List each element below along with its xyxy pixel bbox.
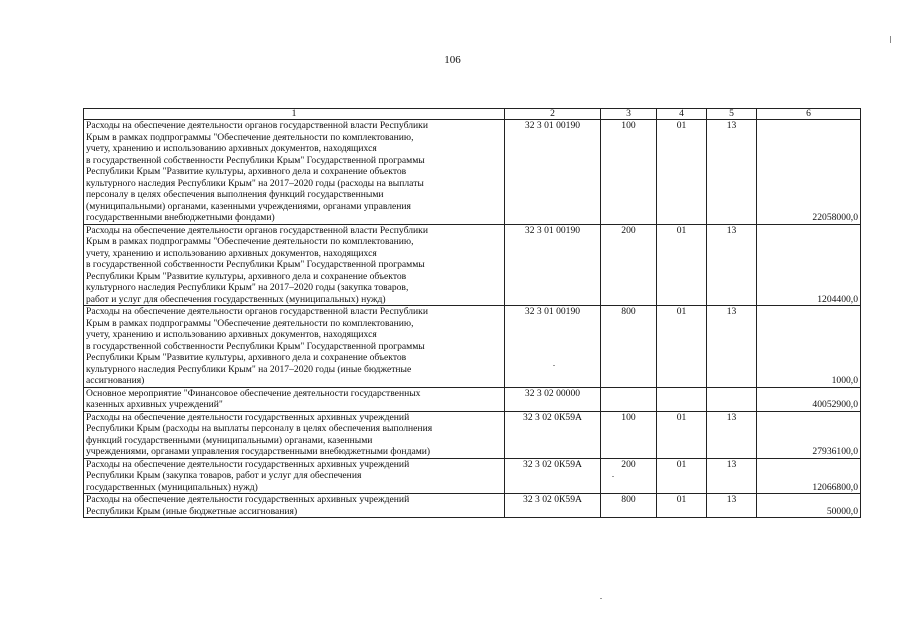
description-line: государственными внебюджетными фондами) (86, 212, 275, 223)
budget-table (83, 108, 861, 518)
cell-amount: 1204400,0 (757, 224, 861, 306)
description-line: культурного наследия Республики Крым" на 2017–2020 годы (расходы на выплаты (86, 177, 424, 189)
table-header-row (84, 109, 861, 120)
cell-subsection: 13 (707, 458, 757, 494)
description-line: казенных архивных учреждений" (86, 399, 223, 410)
cell-section: 01 (657, 120, 707, 225)
table-body (84, 120, 861, 518)
cell-amount: 1000,0 (757, 306, 861, 388)
cell-expense-type: 100 (601, 120, 657, 225)
description-line: Республики Крым "Развитие культуры, архивного дела и сохранение объектов (86, 352, 407, 363)
cell-section: 01 (657, 494, 707, 518)
cell-description (84, 224, 505, 306)
cell-target-code: 32 3 02 0К59А (505, 458, 601, 494)
description-line: функций государственными (муниципальными) органами, казенными (86, 434, 373, 446)
cell-section: 01 (657, 224, 707, 306)
table-row (84, 411, 861, 458)
description-line: культурного наследия Республики Крым" на 2017–2020 годы (иные бюджетные (86, 363, 412, 375)
description-line: Республики Крым (иные бюджетные ассигнования) (86, 505, 298, 517)
cell-section (657, 387, 707, 411)
table-row (84, 224, 861, 306)
cell-section: 01 (657, 306, 707, 388)
description-line: учету, хранению и использованию архивных документов, находящихся (86, 247, 377, 259)
cell-target-code: 32 3 01 00190 (505, 224, 601, 306)
description-line: Крым в рамках подпрограммы "Обеспечение деятельности по комплектованию, (86, 317, 414, 329)
cell-subsection: 13 (707, 120, 757, 225)
description-line: в государственной собственности Республики Крым" Государственной программы (86, 259, 425, 270)
cell-expense-type (601, 387, 657, 411)
description-line: Расходы на обеспечение деятельности государственных архивных учреждений (86, 494, 410, 505)
cell-description (84, 494, 505, 518)
table-row (84, 458, 861, 494)
cell-expense-type: 200 (601, 224, 657, 306)
cell-amount: 50000,0 (757, 494, 861, 518)
description-line: Расходы на обеспечение деятельности государственных архивных учреждений (86, 458, 410, 470)
cell-section: 01 (657, 411, 707, 458)
header-col-3: 3 (601, 109, 657, 120)
table-row (84, 494, 861, 518)
cell-amount: 12066800,0 (757, 458, 861, 494)
cell-target-code: 32 3 02 0К59А (505, 411, 601, 458)
cell-target-code: 32 3 01 00190 (505, 306, 601, 388)
table-row (84, 120, 861, 225)
description-line: Расходы на обеспечение деятельности государственных архивных учреждений (86, 411, 410, 423)
description-line: Крым в рамках подпрограммы "Обеспечение деятельности по комплектованию, (86, 236, 414, 247)
description-line: Крым в рамках подпрограммы "Обеспечение деятельности по комплектованию, (86, 131, 414, 143)
description-line: государственных (муниципальных) нужд) (86, 481, 258, 493)
header-col-5: 5 (707, 109, 757, 120)
cell-description (84, 387, 505, 411)
cell-description (84, 458, 505, 494)
description-line: в государственной собственности Республики Крым" Государственной программы (86, 154, 425, 166)
cell-description (84, 411, 505, 458)
table-row (84, 387, 861, 411)
cell-expense-type: 800 (601, 306, 657, 388)
scan-speck (612, 476, 614, 477)
header-col-6: 6 (757, 109, 861, 120)
cell-expense-type: 200 (601, 458, 657, 494)
description-line: Республики Крым (расходы на выплаты персоналу в целях обеспечения выполнения (86, 423, 433, 434)
description-line: учреждениями, органами управления государственными внебюджетными фондами) (86, 446, 431, 457)
scan-speck (600, 598, 602, 599)
description-line: Расходы на обеспечение деятельности органов государственной власти Республики (86, 120, 428, 131)
cell-description (84, 306, 505, 388)
cell-amount: 22058000,0 (757, 120, 861, 225)
description-line: Основное мероприятие "Финансовое обеспечение деятельности государственных (86, 387, 421, 399)
description-line: учету, хранению и использованию архивных документов, находящихся (86, 143, 377, 154)
scan-speck (553, 365, 555, 366)
cell-subsection: 13 (707, 494, 757, 518)
description-line: персоналу в целях обеспечения выполнения функций государственными (86, 189, 384, 200)
description-line: учету, хранению и использованию архивных документов, находящихся (86, 329, 377, 340)
cell-amount: 40052900,0 (757, 387, 861, 411)
description-line: ассигнования) (86, 375, 145, 386)
cell-description (84, 120, 505, 225)
cell-subsection: 13 (707, 224, 757, 306)
cell-subsection: 13 (707, 411, 757, 458)
description-line: Расходы на обеспечение деятельности органов государственной власти Республики (86, 224, 428, 236)
header-col-4: 4 (657, 109, 707, 120)
description-line: Расходы на обеспечение деятельности органов государственной власти Республики (86, 306, 428, 317)
description-line: Республики Крым "Развитие культуры, архивного дела и сохранение объектов (86, 166, 407, 177)
header-col-1: 1 (84, 109, 505, 120)
description-line: в государственной собственности Республики Крым" Государственной программы (86, 340, 425, 352)
table-row (84, 306, 861, 388)
cell-subsection (707, 387, 757, 411)
cell-subsection: 13 (707, 306, 757, 388)
description-line: культурного наследия Республики Крым" на 2017–2020 годы (закупка товаров, (86, 282, 409, 293)
description-line: работ и услуг для обеспечения государственных (муниципальных) нужд) (86, 293, 386, 305)
description-line: Республики Крым (закупка товаров, работ и услуг для обеспечения (86, 470, 362, 481)
cell-target-code: 32 3 02 00000 (505, 387, 601, 411)
cell-amount: 27936100,0 (757, 411, 861, 458)
description-line: Республики Крым "Развитие культуры, архивного дела и сохранение объектов (86, 270, 407, 282)
cell-target-code: 32 3 01 00190 (505, 120, 601, 225)
cell-target-code: 32 3 02 0К59А (505, 494, 601, 518)
page-number: 106 (444, 54, 461, 66)
header-col-2: 2 (505, 109, 601, 120)
scan-margin-mark (890, 36, 891, 43)
cell-expense-type: 800 (601, 494, 657, 518)
cell-expense-type: 100 (601, 411, 657, 458)
description-line: (муниципальными) органами, казенными учреждениями, органами управления (86, 200, 411, 212)
cell-section: 01 (657, 458, 707, 494)
